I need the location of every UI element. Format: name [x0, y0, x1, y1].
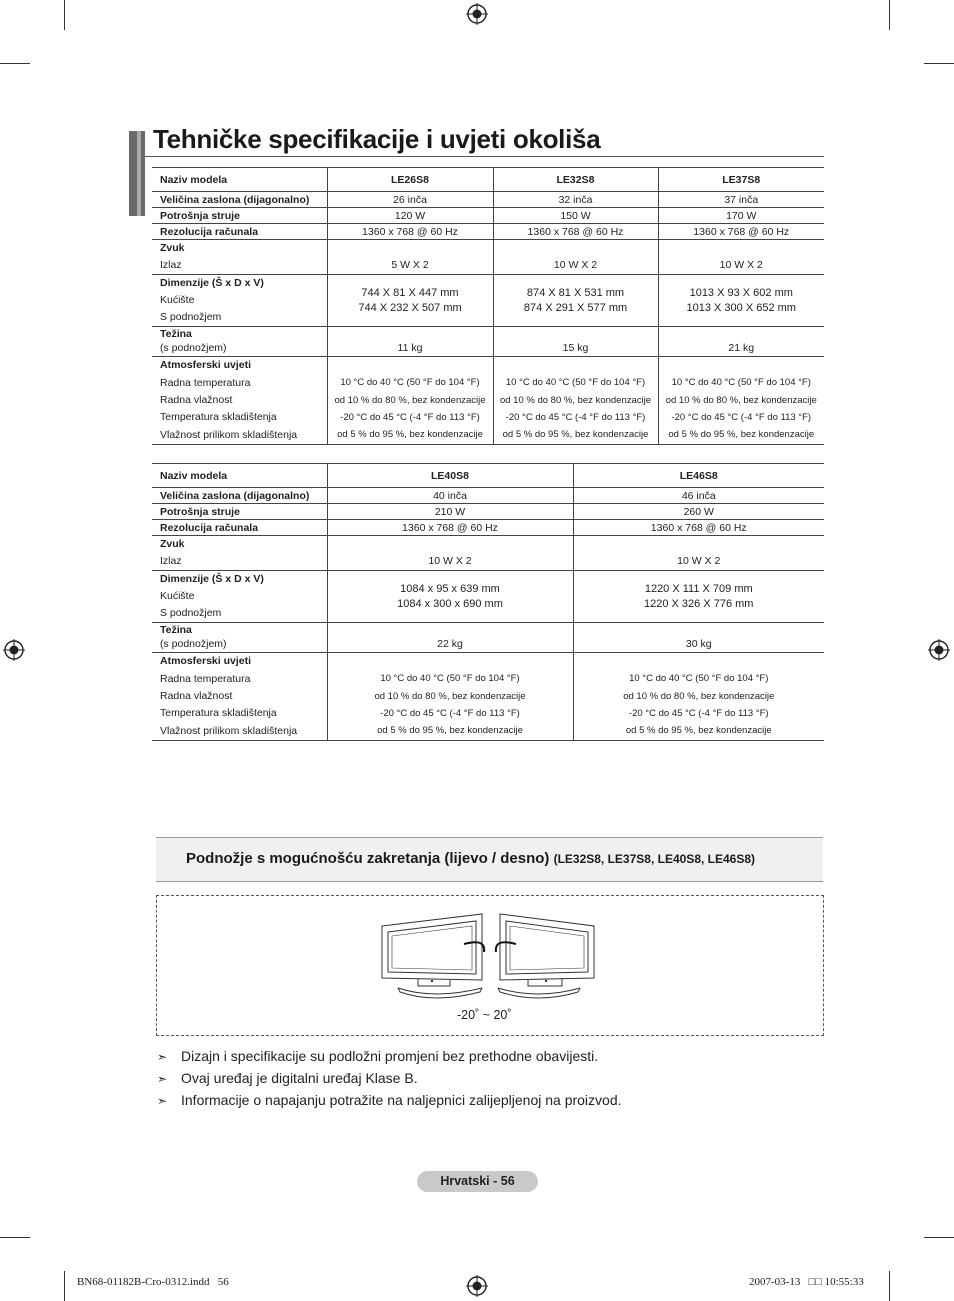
swivel-tv-illustration	[378, 908, 598, 1000]
cell: od 5 % do 95 %, bez kondenzacije	[502, 429, 649, 440]
note-text: Informacije o napajanju potražite na naljepnici zalijepljenoj na proizvod.	[181, 1092, 622, 1108]
registration-mark-icon	[928, 639, 950, 661]
cell: od 5 % do 95 %, bez kondenzacije	[625, 725, 772, 736]
cell: od 10 % do 80 %, bez kondenzacije	[623, 691, 775, 702]
model-name: LE40S8	[327, 464, 573, 488]
title-underline	[145, 156, 824, 157]
crop-mark	[0, 63, 30, 64]
crop-mark	[924, 1237, 954, 1238]
cell: 1220 X 111 X 709 mm	[644, 582, 753, 595]
row-sublabel: Temperatura skladištenja	[160, 411, 277, 423]
table-row	[152, 623, 824, 653]
table-row	[152, 357, 824, 445]
cell: 10 W X 2	[677, 555, 721, 567]
row-sublabel: Radna temperatura	[160, 673, 251, 685]
spec-table-2	[152, 463, 824, 741]
spec-table-1	[152, 167, 824, 445]
row-sublabel: Kućište	[160, 294, 195, 306]
table-row	[152, 504, 824, 520]
note-arrow-icon: ➣	[157, 1072, 168, 1086]
row-sublabel: Vlažnost prilikom skladištenja	[160, 725, 298, 737]
row-label: Rezolucija računala	[152, 520, 327, 536]
table-row	[152, 327, 824, 357]
cell: 120 W	[327, 208, 493, 224]
row-label: Atmosferski uvjeti	[160, 655, 252, 667]
note-item	[157, 1070, 418, 1086]
cell: 10 °C do 40 °C (50 °F do 104 °F)	[629, 673, 769, 684]
table-row	[152, 520, 824, 536]
row-label: Rezolucija računala	[152, 224, 327, 240]
cell: 744 X 81 X 447 mm	[361, 286, 459, 299]
footer-file-info: BN68-01182B-Cro-0312.indd 56	[77, 1276, 229, 1288]
table-row	[152, 192, 824, 208]
cell: 1360 x 768 @ 60 Hz	[327, 224, 493, 240]
table-row	[152, 275, 824, 327]
footer-date-info: 2007-03-13 □□ 10:55:33	[749, 1276, 864, 1288]
row-label: Zvuk	[160, 538, 185, 550]
row-label: Potrošnja struje	[152, 208, 327, 224]
registration-mark-icon	[466, 1275, 488, 1297]
row-sublabel: (s podnožjem)	[160, 638, 227, 650]
cell: 21 kg	[728, 342, 755, 354]
note-text: Dizajn i specifikacije su podložni promjeni bez prethodne obavijesti.	[181, 1048, 599, 1064]
row-sublabel: Radna temperatura	[160, 377, 251, 389]
page-number: Hrvatski - 56	[417, 1171, 538, 1192]
cell: 10 W X 2	[428, 555, 472, 567]
cell: 874 X 291 X 577 mm	[523, 301, 628, 314]
cell: 1220 X 326 X 776 mm	[644, 597, 754, 610]
table-row	[152, 653, 824, 741]
cell: 874 X 81 X 531 mm	[526, 286, 625, 299]
cell: 150 W	[493, 208, 658, 224]
model-name: LE46S8	[573, 464, 824, 488]
cell: od 10 % do 80 %, bez kondenzacije	[665, 395, 817, 406]
page-title: Tehničke specifikacije i uvjeti okoliša	[153, 124, 601, 154]
cell: 10 °C do 40 °C (50 °F do 104 °F)	[505, 377, 646, 388]
model-name: LE37S8	[658, 168, 824, 192]
model-name: LE32S8	[493, 168, 658, 192]
cell: 10 °C do 40 °C (50 °F do 104 °F)	[380, 673, 520, 684]
cell: -20 °C do 45 °C (-4 °F do 113 °F)	[628, 708, 769, 719]
model-name: LE26S8	[327, 168, 493, 192]
cell: 11 kg	[397, 342, 423, 354]
row-sublabel: (s podnožjem)	[160, 342, 227, 354]
row-sublabel: Temperatura skladištenja	[160, 707, 277, 719]
crop-mark	[0, 1237, 30, 1238]
registration-mark-icon	[3, 639, 25, 661]
row-sublabel: Kućište	[160, 590, 195, 602]
row-label: Atmosferski uvjeti	[160, 359, 252, 371]
table-row	[152, 224, 824, 240]
cell: od 10 % do 80 %, bez kondenzacije	[374, 691, 526, 702]
cell: 30 kg	[685, 638, 712, 650]
cell: 1084 x 300 x 690 mm	[397, 597, 503, 610]
cell: 1360 x 768 @ 60 Hz	[658, 224, 824, 240]
header-label: Naziv modela	[152, 168, 327, 192]
row-sublabel: Radna vlažnost	[160, 394, 233, 406]
row-label: Veličina zaslona (dijagonalno)	[152, 488, 327, 504]
table-header-row	[152, 464, 824, 488]
cell: od 5 % do 95 %, bez kondenzacije	[377, 725, 523, 736]
table-row	[152, 536, 824, 571]
row-sublabel: Radna vlažnost	[160, 690, 233, 702]
cell: -20 °C do 45 °C (-4 °F do 113 °F)	[340, 412, 480, 423]
cell: od 5 % do 95 %, bez kondenzacije	[668, 429, 815, 440]
table-row	[152, 208, 824, 224]
cell: od 10 % do 80 %, bez kondenzacije	[499, 395, 652, 406]
section-title-text: Podnožje s mogućnošću zakretanja (lijevo / desno)	[186, 850, 550, 867]
title-accent-bar	[137, 131, 141, 216]
cell: od 10 % do 80 %, bez kondenzacije	[334, 395, 486, 406]
cell: 37 inča	[658, 192, 824, 208]
cell: 5 W X 2	[391, 259, 429, 271]
cell: 260 W	[573, 504, 824, 520]
crop-mark	[64, 0, 65, 30]
registration-mark-icon	[466, 3, 488, 25]
cell: 1084 x 95 x 639 mm	[400, 582, 500, 595]
cell: 1013 X 93 X 602 mm	[689, 286, 793, 299]
cell: 46 inča	[573, 488, 824, 504]
cell: od 5 % do 95 %, bez kondenzacije	[337, 429, 483, 440]
section-title	[186, 850, 755, 867]
table-row	[152, 488, 824, 504]
cell: 1360 x 768 @ 60 Hz	[327, 520, 573, 536]
row-label: Veličina zaslona (dijagonalno)	[152, 192, 327, 208]
cell: 15 kg	[562, 342, 589, 354]
row-sublabel: Vlažnost prilikom skladištenja	[160, 429, 298, 441]
cell: 10 W X 2	[553, 259, 598, 271]
cell: 22 kg	[437, 638, 463, 650]
crop-mark	[924, 63, 954, 64]
crop-mark	[889, 1271, 890, 1301]
cell: 10 °C do 40 °C (50 °F do 104 °F)	[671, 377, 811, 388]
row-sublabel: S podnožjem	[160, 311, 222, 323]
row-label: Težina	[160, 624, 192, 636]
cell: -20 °C do 45 °C (-4 °F do 113 °F)	[380, 708, 520, 719]
header-label: Naziv modela	[152, 464, 327, 488]
cell: 1013 X 300 X 652 mm	[686, 301, 796, 314]
cell: 10 °C do 40 °C (50 °F do 104 °F)	[340, 377, 480, 388]
row-sublabel: Izlaz	[160, 259, 182, 271]
section-title-models: (LE32S8, LE37S8, LE40S8, LE46S8)	[553, 852, 756, 866]
row-label: Zvuk	[160, 242, 185, 254]
row-label: Težina	[160, 328, 192, 340]
row-sublabel: Izlaz	[160, 555, 182, 567]
cell: -20 °C do 45 °C (-4 °F do 113 °F)	[505, 412, 646, 423]
cell: 26 inča	[327, 192, 493, 208]
row-label: Dimenzije (Š x D x V)	[160, 277, 264, 289]
row-label: Dimenzije (Š x D x V)	[160, 573, 264, 585]
note-arrow-icon: ➣	[157, 1050, 168, 1064]
table-header-row	[152, 168, 824, 192]
swivel-angle-label: -20˚ ~ 20˚	[457, 1008, 512, 1022]
table-row	[152, 571, 824, 623]
cell: 744 X 232 X 507 mm	[358, 301, 462, 314]
cell: 10 W X 2	[719, 259, 763, 271]
crop-mark	[64, 1271, 65, 1301]
table-row	[152, 240, 824, 275]
note-text: Ovaj uređaj je digitalni uređaj Klase B.	[181, 1070, 418, 1086]
cell: 210 W	[327, 504, 573, 520]
cell: 32 inča	[493, 192, 658, 208]
row-label: Potrošnja struje	[152, 504, 327, 520]
cell: 170 W	[658, 208, 824, 224]
cell: -20 °C do 45 °C (-4 °F do 113 °F)	[671, 412, 812, 423]
note-arrow-icon: ➣	[157, 1094, 168, 1108]
cell: 40 inča	[327, 488, 573, 504]
note-item	[157, 1092, 622, 1108]
cell: 1360 x 768 @ 60 Hz	[573, 520, 824, 536]
cell: 1360 x 768 @ 60 Hz	[493, 224, 658, 240]
crop-mark	[889, 0, 890, 30]
row-sublabel: S podnožjem	[160, 607, 222, 619]
note-item	[157, 1048, 598, 1064]
